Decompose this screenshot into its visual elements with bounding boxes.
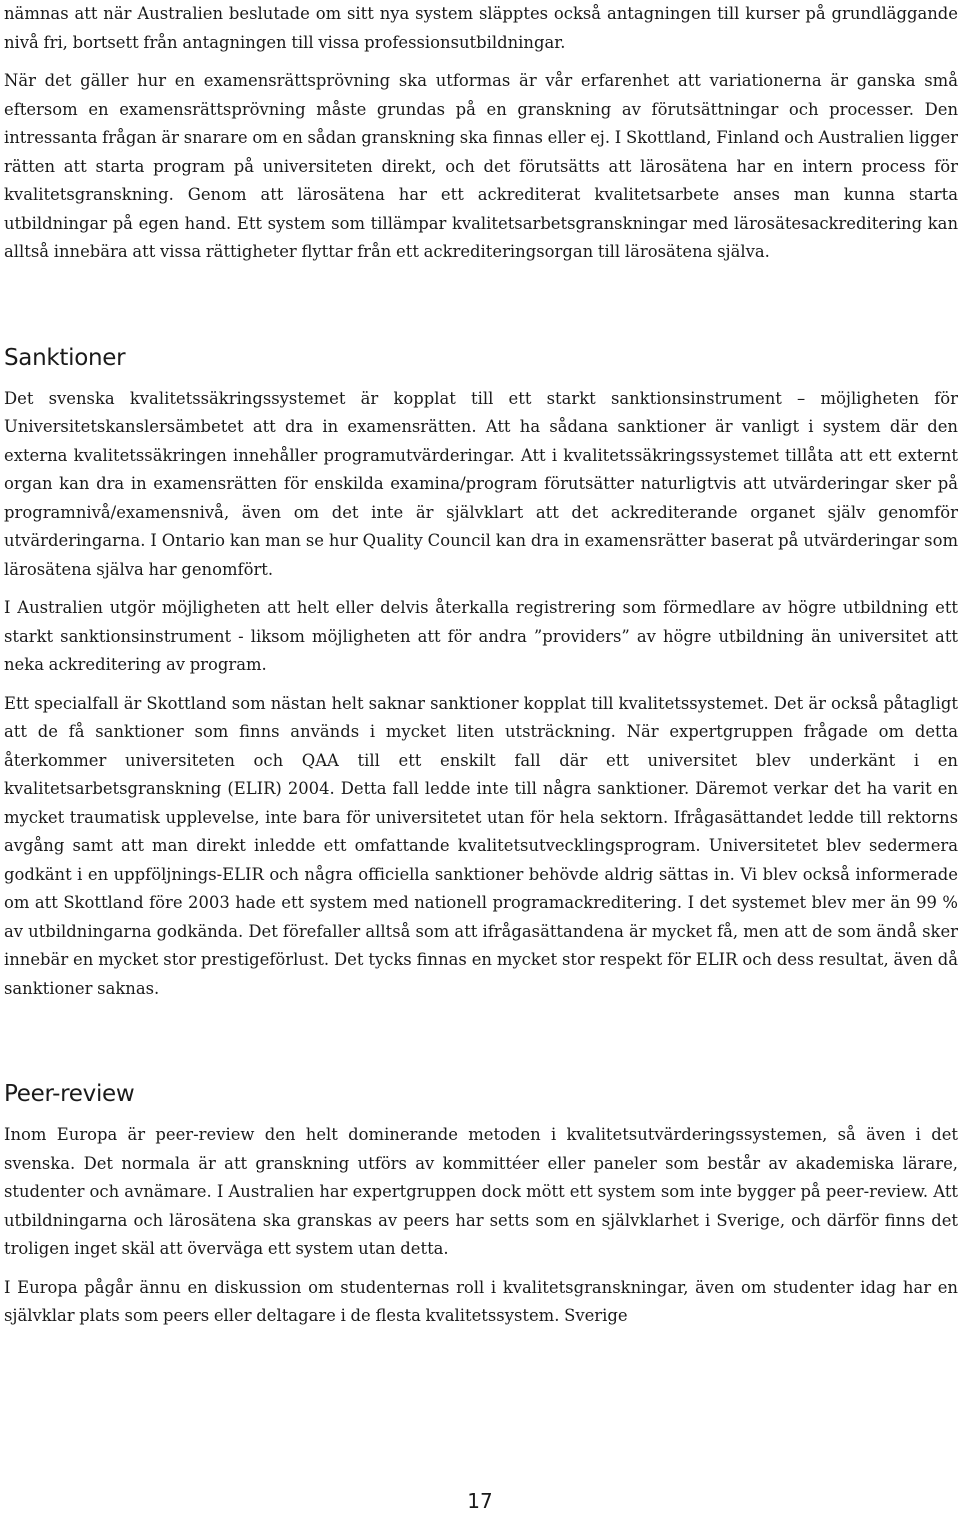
section-heading-sanktioner: Sanktioner [4,344,126,371]
sanktioner-paragraph-2: I Australien utgör möjligheten att helt eller delvis återkalla registrering som förmedlare av högre utbildning ett starkt sanktionsinstrument - liksom möjligheten att för andra ”providers” av högre utbildning än universitet att neka ackreditering av program. [4,598,958,674]
intro-paragraph-1: nämnas att när Australien beslutade om sitt nya system släpptes också antagningen till kurser på grundläggande nivå fri, bortsett från antagningen till vissa professionsutbildningar. [4,4,958,52]
intro-paragraph-2: När det gäller hur en examensrättsprövning ska utformas är vår erfarenhet att variationerna är ganska små eftersom en examensrättsprövning måste grundas på en granskning av förutsättningar och processer. Den intressanta frågan är snarare om en sådan granskning ska finnas eller ej. I Skottland, Finland och Australien ligger rätten att starta program på universiteten direkt, och det förutsätts att lärosätena har en intern process för kvalitetsgranskning. Genom att lärosätena har ett ackrediterat kvalitetsarbete anses man kunna starta utbildningar på egen hand. Ett system som tillämpar kvalitetsarbetsgranskningar med lärosätesackreditering kan alltså innebära att vissa rättigheter flyttar från ett ackrediteringsorgan till lärosätena själva. [4,71,958,261]
document-page [4,0,958,1341]
sanktioner-paragraph-1: Det svenska kvalitetssäkringssystemet är kopplat till ett starkt sanktionsinstrument – möjligheten för Universitetskanslersämbetet att dra in examensrätten. Att ha sådana sanktioner är vanligt i system där den externa kvalitetssäkringen innehåller programutvärderingar. Att i kvalitetssäkringssystemet tillåta att ett externt organ kan dra in examensrätten för enskilda examina/program förutsätter naturligtvis att utvärderingar sker på programnivå/examensnivå, även om det inte är självklart att det ackrediterande organet själv genomför utvärderingarna. I Ontario kan man se hur Quality Council kan dra in examensrätter baserat på utvärderingar som lärosätena själva har genomfört. [4,388,958,579]
peer-review-paragraph-2: I Europa pågår ännu en diskussion om studenternas roll i kvalitetsgranskningar, även om studenter idag har en självklar plats som peers eller deltagare i de flesta kvalitetssystem. Sverige [4,1277,958,1325]
section-peer-review [4,1079,958,1331]
page-number: 17 [467,1489,493,1513]
section-sanktioner [4,343,958,1004]
section-heading-peer-review: Peer-review [4,1081,135,1107]
section-spacer [4,1013,958,1079]
section-spacer [4,277,958,343]
sanktioner-paragraph-3: Ett specialfall är Skottland som nästan helt saknar sanktioner kopplat till kvalitetssystemet. Det är också påtagligt att de få sanktioner som finns används i mycket liten utsträckning. När expertgruppen frågade om detta återkommer universiteten och QAA till ett enskilt fall där ett universitet blev underkänt i en kvalitetsarbetsgranskning (ELIR) 2004. Detta fall ledde inte till några sanktioner. Däremot verkar det ha varit en mycket traumatisk upplevelse, inte bara för universitetet utan för hela sektorn. Ifrågasättandet ledde till rektorns avgång samt att man direkt inledde ett omfattande kvalitetsutvecklingsprogram. Universitetet blev sedermera godkänt i en uppföljnings-ELIR och några officiella sanktioner behövde aldrig sättas in. Vi blev också informerade om att Skottland före 2003 hade ett system med nationell programackreditering. I det systemet blev mer än 99 % av utbildningarna godkända. Det förefaller alltså som att ifrågasättandena är mycket få, men att de som ändå sker innebär en mycket stor prestigeförlust. Det tycks finnas en mycket stor respekt för ELIR och dess resultat, även då sanktioner saknas. [4,693,958,998]
peer-review-paragraph-1: Inom Europa är peer-review den helt dominerande metoden i kvalitetsutvärderingssystemen, så även i det svenska. Det normala är att granskning utförs av kommittéer eller paneler som består av akademiska lärare, studenter och avnämare. I Australien har expertgruppen dock mött ett system som inte bygger på peer-review. Att utbildningarna och lärosätena ska granskas av peers har setts som en självklarhet i Sverige, och därför finns det troligen inget skäl att överväga ett system utan detta. [4,1125,958,1258]
